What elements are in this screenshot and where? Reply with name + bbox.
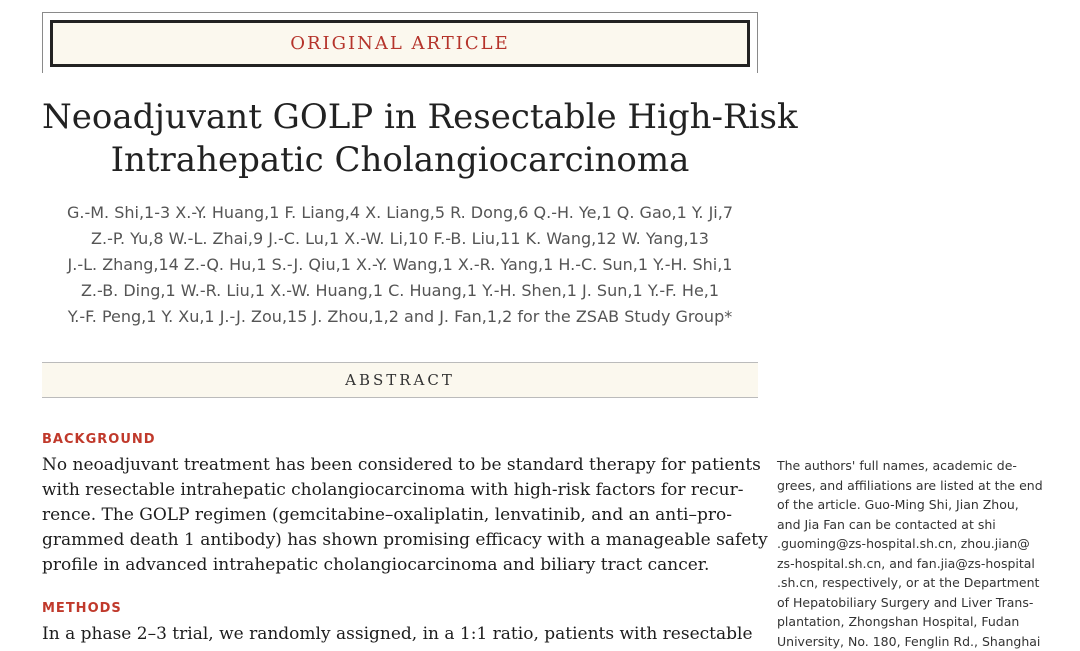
sidenote-line: University, No. 180, Fenglin Rd., Shanghai (777, 633, 1041, 649)
methods-paragraph (42, 622, 758, 647)
paragraph-line: In a phase 2–3 trial, we randomly assigned, in a 1:1 ratio, patients with resectable (42, 624, 753, 644)
title-line: Intrahepatic Cholangiocarcinoma (110, 140, 690, 180)
paragraph-line: grammed death 1 antibody) has shown promising efficacy with a manageable safety (42, 530, 768, 550)
article-type-banner (50, 20, 750, 67)
author-line: Z.-P. Yu,8 W.-L. Zhai,9 J.-C. Lu,1 X.-W. Li,10 F.-B. Liu,11 K. Wang,12 W. Yang,13 (91, 229, 709, 248)
paragraph-line: rence. The GOLP regimen (gemcitabine–oxaliplatin, lenvatinib, and an anti–pro- (42, 505, 732, 525)
sidenote-line: .guoming@zs-hospital.sh.cn, zhou.jian@ (777, 536, 1030, 551)
author-line: G.-M. Shi,1-3 X.-Y. Huang,1 F. Liang,4 X. Liang,5 R. Dong,6 Q.-H. Ye,1 Q. Gao,1 Y. Ji,7 (66, 203, 734, 222)
sidenote-line: grees, and affiliations are listed at the end (777, 477, 1043, 493)
sidenote-line: of the article. Guo-Ming Shi, Jian Zhou, (777, 497, 1019, 512)
article-title (42, 96, 798, 182)
abstract-header (42, 362, 758, 398)
title-line: Neoadjuvant GOLP in Resectable High-Risk (42, 97, 798, 137)
methods-heading: METHODS (42, 601, 122, 616)
background-paragraph (42, 453, 768, 578)
paragraph-line: No neoadjuvant treatment has been considered to be standard therapy for patients (42, 455, 761, 475)
abstract-label: ABSTRACT (345, 371, 455, 389)
sidenote-line: zs-hospital.sh.cn, and fan.jia@zs-hospital (777, 555, 1035, 571)
paragraph-line: profile in advanced intrahepatic cholangiocarcinoma and biliary tract cancer. (42, 555, 710, 575)
background-heading: BACKGROUND (42, 432, 156, 447)
paragraph-line: with resectable intrahepatic cholangiocarcinoma with high-risk factors for recur- (42, 480, 744, 500)
sidenote-line: The authors' full names, academic de- (777, 458, 1017, 473)
author-list (42, 200, 758, 330)
author-line: J.-L. Zhang,14 Z.-Q. Hu,1 S.-J. Qiu,1 X.-Y. Wang,1 X.-R. Yang,1 H.-C. Sun,1 Y.-H. Shi,1 (67, 255, 733, 274)
article-type-label: ORIGINAL ARTICLE (290, 33, 510, 54)
sidenote-line: plantation, Zhongshan Hospital, Fudan (777, 614, 1020, 629)
sidenote-line: and Jia Fan can be contacted at shi (777, 516, 996, 532)
author-line: Y.-F. Peng,1 Y. Xu,1 J.-J. Zou,15 J. Zhou,1,2 and J. Fan,1,2 for the ZSAB Study Group* (67, 307, 733, 326)
author-info-sidenote (777, 456, 1057, 651)
sidenote-line: of Hepatobiliary Surgery and Liver Trans- (777, 594, 1034, 610)
sidenote-line: .sh.cn, respectively, or at the Department (777, 575, 1040, 590)
author-line: Z.-B. Ding,1 W.-R. Liu,1 X.-W. Huang,1 C. Huang,1 Y.-H. Shen,1 J. Sun,1 Y.-F. He,1 (80, 281, 720, 300)
article-type-frame (42, 12, 758, 73)
